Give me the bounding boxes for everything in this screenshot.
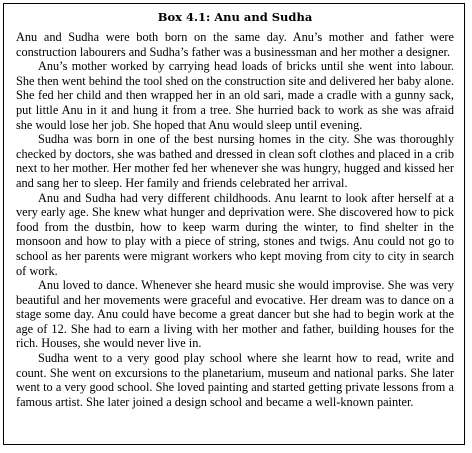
paragraph-sudha-birth: Sudha was born in one of the best nursing homes in the city. She was thoroughly checked by doctors, she was bathed and dressed in clean soft clothes and placed in a crib next to her mother. Her mother fed her whenever she was hungry, hugged and kissed her and sang her to sleep. Her family and friends celebrated her arrival.: [16, 132, 454, 190]
box-title: Box 4.1: Anu and Sudha: [157, 10, 313, 24]
paragraph-anu-dance: Anu loved to dance. Whenever she heard music she would improvise. She was very beautiful and her movements were graceful and evocative. Her dream was to dance on a stage some day. Anu could have become a great dancer but she had to begin work at the age of 12. She had to earn a living with her mother and father, building houses for the rich. Houses, she would never live in.: [16, 278, 454, 351]
paragraph-birth: Anu and Sudha were both born on the same day. Anu’s mother and father were construction labourers and Sudha’s father was a businessman and her mother a designer.: [16, 30, 454, 59]
paragraph-sudha-school: Sudha went to a very good play school where she learnt how to read, write and count. She went on excursions to the planetarium, museum and national parks. She later went to a very good school. She loved painting and started getting private lessons from a famous artist. She later joined a design school and became a well-known painter.: [16, 351, 454, 409]
paragraph-anu-birth: Anu’s mother worked by carrying head loads of bricks until she went into labour. She then went behind the tool shed on the construction site and delivered her baby alone. She fed her child and then wrapped her in an old sari, made a cradle with a gunny sack, put little Anu in it and hung it from a tree. She hurried back to work as she was afraid she would lose her job. She hoped that Anu would sleep until evening.: [16, 59, 454, 132]
paragraph-childhoods: Anu and Sudha had very different childhoods. Anu learnt to look after herself at a very early age. She knew what hunger and deprivation were. She discovered how to pick food from the dustbin, how to keep warm during the winter, to find shelter in the monsoon and how to play with a piece of string, stones and twigs. Anu could not go to school as her parents were migrant workers who kept moving from city to city in search of work.: [16, 190, 454, 278]
story-box: [3, 3, 465, 445]
